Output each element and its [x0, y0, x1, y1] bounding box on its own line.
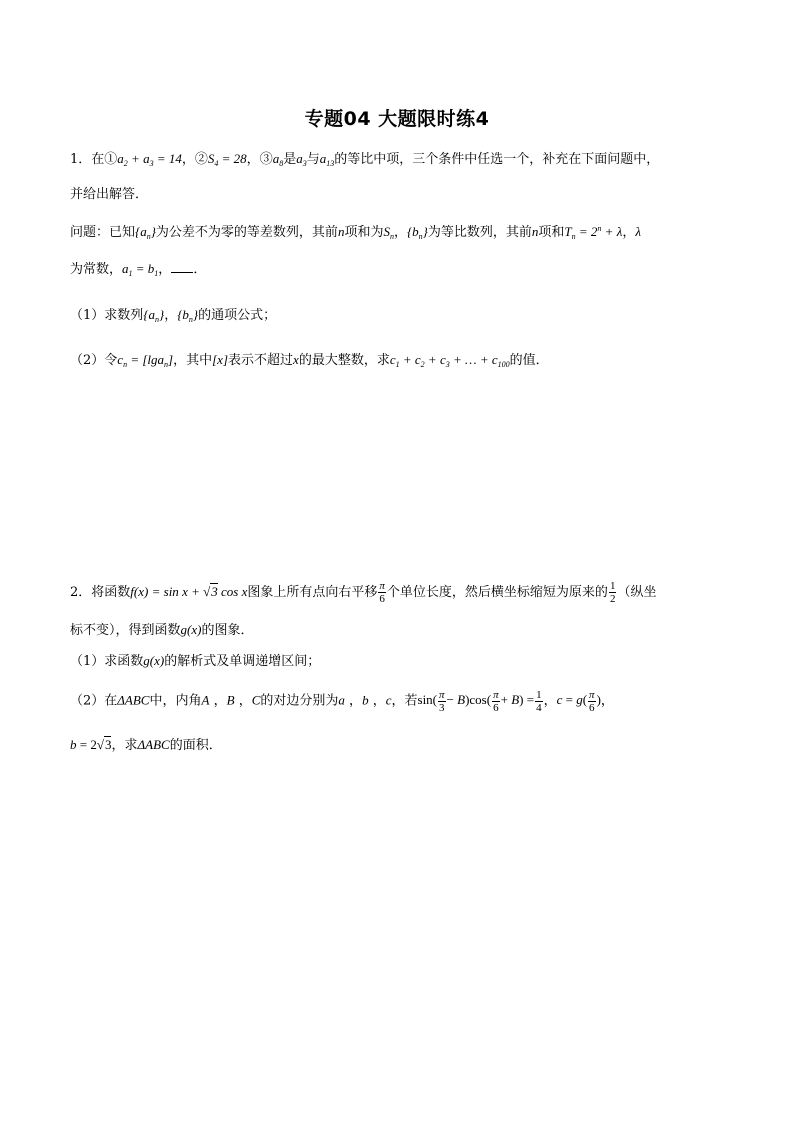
- tn: $T_n = 2^n + \lambda$: [564, 224, 623, 241]
- text: 2．将函数: [70, 585, 131, 600]
- denominator: 6: [379, 593, 385, 605]
- text: 与: [306, 152, 320, 167]
- text: （2）令: [70, 353, 118, 368]
- seq-a: $\{a_n\}$: [143, 307, 165, 324]
- text: （1）求函数: [70, 654, 144, 669]
- seq-b: $\{b_n\}$: [177, 307, 199, 324]
- q2-sub-1: [70, 651, 320, 672]
- sn: $S_n$: [383, 224, 394, 241]
- seq-a: $\{a_n\}$: [135, 224, 156, 241]
- text: ，: [600, 693, 614, 709]
- text: 是: [283, 152, 297, 167]
- var-A: A: [201, 692, 210, 708]
- text: ，: [158, 262, 172, 277]
- text: 的图象．: [201, 623, 254, 638]
- sum-expr: $c_1 + c_2 + c_3$ + … + $c_{100}$: [389, 352, 510, 369]
- q2-line-5: [70, 735, 222, 756]
- text: 的面积．: [169, 738, 222, 753]
- q1-sub-2: [70, 350, 549, 371]
- condition-1-label: ①: [104, 152, 118, 167]
- cn-def: $c_n = [\lg a_n]$: [117, 352, 174, 369]
- text: 图象上所有点向右平移: [247, 585, 378, 600]
- text: 问题：已知: [70, 225, 136, 240]
- condition-3-a3: $a_3$: [296, 151, 307, 168]
- text: ，若: [391, 693, 418, 709]
- q1-prefix: 1．在: [70, 152, 105, 167]
- b-equation: b = 2√3: [70, 737, 112, 752]
- condition-2-math: $S_4 = 28$: [207, 151, 247, 168]
- text: 项和: [538, 225, 565, 240]
- q1-line-2: 并给出解答．: [70, 187, 149, 202]
- var-C: C: [251, 692, 261, 708]
- text: ，: [213, 693, 227, 709]
- denominator: 2: [609, 593, 616, 605]
- text: ，求: [111, 738, 138, 753]
- q2-line-2: [70, 620, 254, 641]
- floor-x: [x]: [212, 352, 229, 367]
- text: 为常数，: [70, 262, 123, 277]
- seq-b: $\{b_n\}$: [406, 224, 428, 241]
- text: ，其中: [173, 353, 213, 368]
- text: 个单位长度，然后横坐标缩短为原来的: [386, 585, 608, 600]
- equation: sin( $\frac{\pi}{3}$ − B)cos( $\frac{\pi}{6}$ + B) = $\frac{1}{4}$: [417, 689, 542, 714]
- answer-blank: [171, 260, 193, 273]
- text: 的通项公式；: [198, 308, 277, 323]
- condition-3-label: ③: [259, 152, 273, 167]
- text: 的对边分别为: [260, 693, 339, 709]
- var-lambda: λ: [635, 224, 641, 239]
- condition-1-math: $a_2 + a_3 = 14$: [117, 151, 182, 168]
- text: ，: [164, 308, 178, 323]
- text: 中，内角: [149, 693, 202, 709]
- c-equation: c = g( $\frac{\pi}{6}$ ): [556, 689, 601, 714]
- var-n: n: [531, 224, 539, 239]
- fraction-pi-6: [378, 580, 386, 605]
- var-b: b: [362, 692, 369, 708]
- text: ，: [622, 225, 636, 240]
- q2-sub-2: [70, 689, 614, 714]
- numerator: π: [379, 580, 385, 592]
- text: （2）在: [70, 693, 118, 709]
- var-n: n: [337, 224, 345, 239]
- text: ，: [372, 693, 386, 709]
- text: ，: [543, 693, 557, 709]
- text: ，: [238, 693, 252, 709]
- text: （1）求数列: [70, 308, 144, 323]
- q1-line-3: [70, 222, 641, 243]
- text: 标不变），得到函数: [70, 623, 181, 638]
- function-f: f(x) = sin x + √3 cos x: [130, 584, 248, 599]
- q1-sub-1: [70, 305, 276, 326]
- text: 为等比数列，其前: [427, 225, 532, 240]
- q1-line-1: [70, 149, 659, 170]
- numerator: 1: [609, 580, 616, 592]
- triangle: ΔABC: [117, 692, 150, 708]
- triangle: ΔABC: [137, 737, 170, 752]
- a1-eq-b1: $a_1 = b_1$: [122, 261, 159, 278]
- var-c: c: [385, 692, 392, 708]
- text: 的值．: [509, 353, 549, 368]
- text: ，: [393, 225, 407, 240]
- var-x: x: [293, 352, 299, 367]
- q2-line-1: [70, 580, 656, 605]
- text: 的等比中项，三个条件中任选一个，补充在下面问题中，: [334, 152, 660, 167]
- condition-2-label: ②: [194, 152, 208, 167]
- separator: ，: [181, 152, 195, 167]
- text: 的解析式及单调递增区间；: [164, 654, 321, 669]
- page-title: 专题04 大题限时练4: [304, 108, 490, 130]
- text: ．: [193, 262, 207, 277]
- text: 的最大整数，求: [298, 353, 390, 368]
- q1-line-4: [70, 259, 206, 280]
- text: （纵坐: [617, 585, 657, 600]
- fraction-1-2: [609, 580, 617, 605]
- function-g: g(x): [180, 622, 202, 637]
- var-a: a: [338, 692, 345, 708]
- text: 项和为: [344, 225, 384, 240]
- condition-3-a13: $a_{13}$: [319, 151, 335, 168]
- var-B: B: [226, 692, 235, 708]
- condition-3-a8: $a_8$: [272, 151, 284, 168]
- function-g: g(x): [143, 653, 165, 668]
- text: 表示不超过: [228, 353, 294, 368]
- separator: ，: [246, 152, 260, 167]
- text: 为公差不为零的等差数列，其前: [155, 225, 338, 240]
- text: ，: [349, 693, 363, 709]
